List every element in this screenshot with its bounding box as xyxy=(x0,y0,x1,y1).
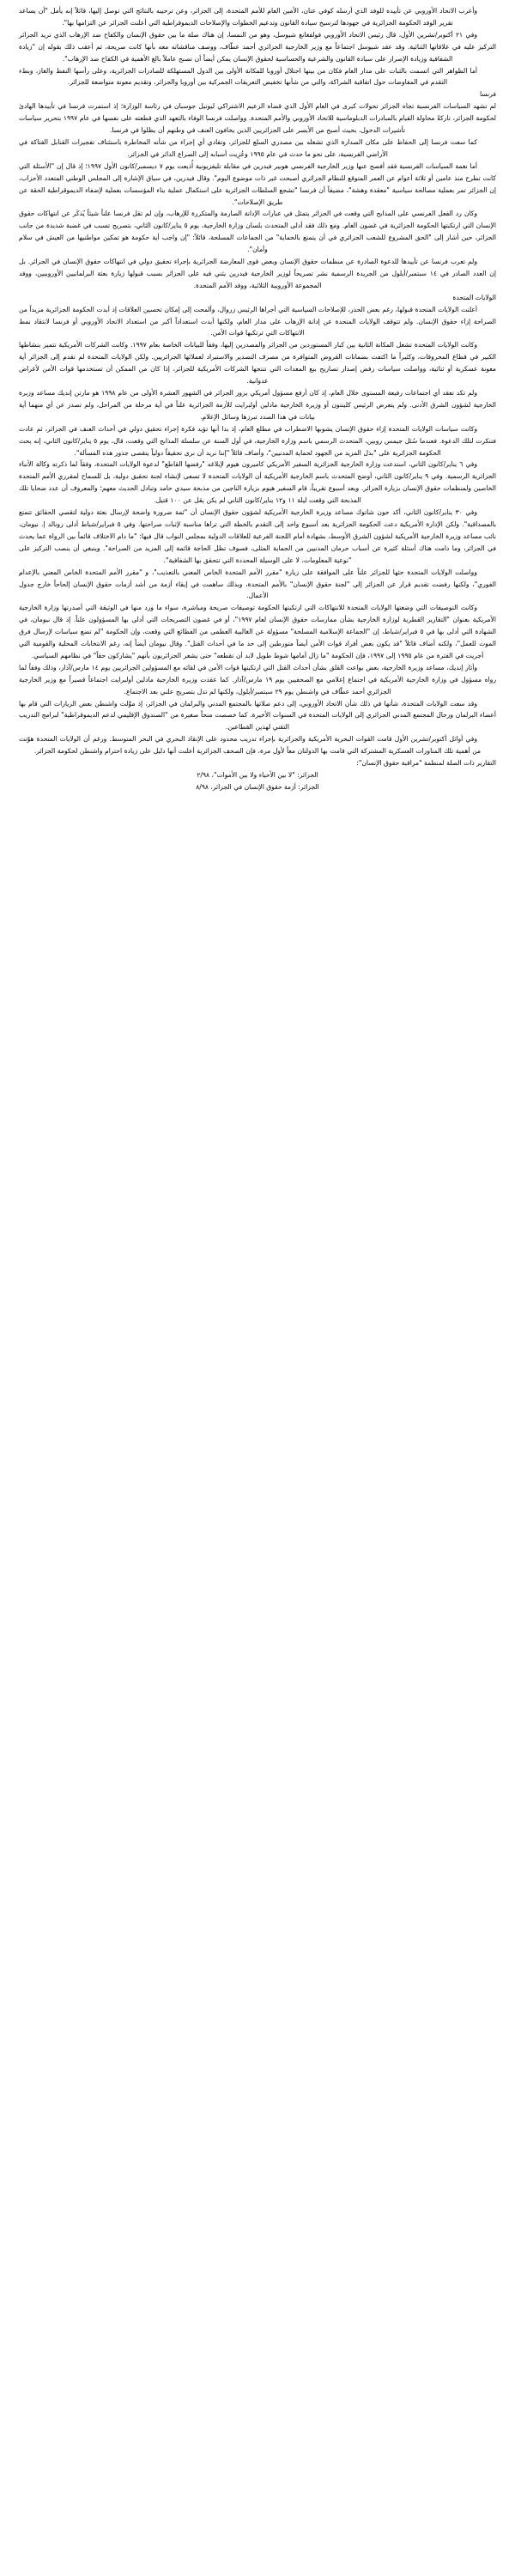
paragraph: وواصلت الولايات المتحدة حثها للجزائر علناً على الموافقة على زيارة "مقرر الأمم المتحدة الخاص المعني بالتعذيب"، و "مقرر الأمم المتحدة الخاص المعني بالإعدام الفوري"، ولكنها رفضت تقديم قرار عن الجزائر إلى "لجنة حقوق الإنسان" بالأمم المتحدة، وبذلك ساهمت في إبقاء أزمة من أشد أزمات حقوق الإنسان إلحاحاً خارج جدول الأعمال. xyxy=(19,568,496,600)
related-report-item: الجزائر: أزمة حقوق الإنسان في الجزائر، ٨/٩٨ xyxy=(196,782,319,791)
paragraph: وكانت الولايات المتحدة تشغل المكانة الثانية بين كبار المستوردين من الجزائر والمصدرين إليها، وفقاً للبيانات الخاصة بعام ١٩٩٧. وكانت الشركات الأمريكية تتميز بنشاطها الكبير في قطاع المحروقات، وكثيراً ما اكتفت بضمانات القروض المتوافرة من مصرف التصدير والاستيراد لعملائها الجزائريين. ولكن الولايات المتحدة لم تقدم إلى الجزائر أية معونة عسكرية أو ثنائية، وواصلت سياسات رفض إصدار تصاريح بيع المعدات التي تنتجها الشركات الأمريكية للجزائر، إذا كان من الممكن أن تستخدمها قوات الأمن لأغراض عدوانية. xyxy=(19,341,496,386)
paragraph: وكان رد الفعل الفرنسي على المذابح التي وقعت في الجزائر يتمثل في عبارات الإدانة الصارمة والمتكررة للإرهاب، وإن لم تقل فرنسا علناً شيئاً يُذكَر عن انتهاكات حقوق الإنسان التي ارتكبتها الحكومة الجزائرية في غضون العام. ومع ذلك فقد أدلى المتحدث بلسان وزارة الخارجية، يوم ٥ يناير/كانون الثاني، بتصريح تسبب في غضبة شديدة من جانب الجزائر، حين أشار إلى "الحق المشروع للشعب الجزائري في أن يتمتع بالحماية" من الجماعات المسلحة، قائلاً: "إن واجب أية حكومة هو تمكين مواطنيها من العيش في سلام وأمان". xyxy=(19,210,496,254)
paragraph: وفي ٢١ أكتوبر/تشرين الأول، قال رئيس الاتحاد الأوروبي فولفغانغ شيوسل، وهو من النمسا، إن هناك صلة ما بين حقوق الإنسان والكفاح ضد الإرهاب الذي تريد الجزائر التركيز عليه في علاقاتها الثنائية. وقد عقد شيوسل اجتماعاً مع وزير الخارجية الجزائري أحمد عطّاف، ووصف مناقشاته معه بأنها كانت صريحة، ثم أعقب ذلك بقوله إن "زيادة الشفافية وزيادة الإصرار على سيادة القانون والشرعية والحساسية لحقوق الإنسان يمكن أيضاً أن تصبح عاملاً بالغ الأهمية في الكفاح ضد الإرهاب". xyxy=(19,30,496,63)
section-heading-united-states: الولايات المتحدة xyxy=(452,293,496,301)
paragraph: أما الظواهر التي اتسمت بالثبات على مدار العام فكان من بينها احتلال أوروبا للمكانة الأولى بين الدول المستهلكة للصادرات الجزائرية، وعلى رأسها النفط والغاز، وبطء التقدم في المفاوضات حول اتفاقية الشراكة، والتي من شأنها تخفيض التعريفات الجمركية بين أوروبا والجزائر، وتقديم معونة متواضعة للجزائر. xyxy=(19,66,477,87)
paragraph: وكانت التوصيفات التي وضعتها الولايات المتحدة للانتهاكات التي ارتكبتها الحكومة توصيفات صريحة ومباشرة، سواء ما ورد منها في الوثيقة التي أصدرتها وزارة الخارجية الأمريكية بعنوان "التقارير القطرية لوزارة الخارجية بشأن ممارسات حقوق الإنسان لعام ١٩٩٧"، أو في غضون التصريحات التي أدلى بها المسؤولون علناً. إذ قال نيومان، في الشهادة التي أدلى بها في ٥ فبراير/شباط، إن "الجماعة الإسلامية المسلحة" مسؤولة عن الغالبية العظمى من الفظائع التي وقعت، وإن الحكومة "لم تضع سياسات لإرسال فرق الموت للعمل"، ولكنه أضاف قائلاً "قد يكون بعض أفراد قوات الأمن أيضاً متورطين إلى حد ما في أحداث القتل". وقال نيومان أيضاً إنه، رغم الانتخابات المحلية والقومية التي أجريت في الفترة من عام ١٩٩٥ إلى ١٩٩٧، فإن الحكومة "ما زال أمامها شوط طويل لابد أن تقطعه" حتى يشعر الجزائريون بأنهم "يشاركون حقاً" في نظامهم السياسي. xyxy=(19,604,496,659)
paragraph: لم تشهد السياسات الفرنسية تجاه الجزائر تحولات كبرى في العام الأول الذي قضاه الزعيم الاشتراكي ليونيل جوسبان في رئاسة الوزارة؛ إذ استمرت فرنسا في تأييدها الهادئ لحكومة الجزائر، تاركةً محاولة القيام بالمبادرات الدبلوماسية للاتحاد الأوروبي والأمم المتحدة. وواصلت فرنسا الوفاء بالتعهد الذي قطعته على نفسها في عام ١٩٩٧ بتحرير سياسات تأشيرات الدخول، بحيث أصبح من الأيسر على الجزائريين الذين يخافون العنف في وطنهم أن يظلوا في فرنسا. xyxy=(19,102,496,135)
related-reports-title: التقارير ذات الصلة لمنظمة "مراقبة حقوق الإنسان": xyxy=(356,759,496,768)
paragraph: وفي ٦ يناير/كانون الثاني، استدعت وزارة الخارجية الجزائرية السفير الأمريكي كاميرون هيوم لإبلاغه "رفضها القاطع" لدعوة الولايات المتحدة، وفقاً لما ذكرته وكالة الأنباء الجزائرية الرسمية. وفي ٩ يناير/كانون الثاني، أوضح المتحدث باسم الخارجية الأمريكية أن الولايات المتحدة لا تسعى لإنشاء لجنة تحقيق دولية، بل للسماح لمقرري الأمم المتحدة الخاصين ولمنظمات حقوق الإنسان بزيارة الجزائر. وبعد أسبوع تقريباً، قام السفير هيوم بزيارة الناجين من مذبحة سيدي حامد وتبادل الحديث معهم؛ والمعروف أن عدد ضحايا تلك المذبحة التي وقعت ليلة ١١ و١٢ يناير/كانون الثاني لم يكن يقل عن ١٠٠ قتيل. xyxy=(19,460,496,505)
paragraph: ولم تعرب فرنسا عن تأييدها للدعوة الصادرة عن منظمات حقوق الإنسان وبعض قوى المعارضة الجزائرية بإجراء تحقيق دولي في انتهاكات حقوق الإنسان في الجزائر. بل إن العدد الصادر في ١٤ سبتمبر/أيلول من الجريدة الرسمية نشر تصريحاً لوزير الخارجية فيدرين يثني فيه على الجزائر بسبب قبولها زيارة بعثة البرلمانيين الأوروبيين، ووفد المجموعة الأوروبية الثلاثية، ووفد الأمم المتحدة. xyxy=(19,258,496,289)
page-bottom-whitespace xyxy=(19,793,496,965)
paragraph: وأعرب الاتحاد الأوروبي عن تأييده للوفد الذي أرسله كوفي عنان، الأمين العام للأمم المتحدة، إلى الجزائر، وعن ترحيبه بالنتائج التي توصل إليها، قائلاً إنه يأمل "أن يساعد تقرير الوفد الحكومة الجزائرية في جهودها لترسيخ سيادة القانون وتدعيم الخطوات والإصلاحات الديموقراطية التي أعلنت الجزائر عن التزامها بها". xyxy=(19,7,477,27)
paragraph: وقد سعت الولايات المتحدة، شأنها في ذلك شأن الاتحاد الأوروبي، إلى دعم صلاتها بالمجتمع المدني والبرلمان في الجزائر، إذ موَّلت واشنطن بعض الزيارات التي قام بها أعضاء البرلمان ورجال المجتمع المدني الجزائري إلى الولايات المتحدة في السنوات الأخيرة. كما خصصت منحاً صغيرة من "الصندوق الإقليمي لدعم الديموقراطية" لبرامج التدريب التقني لهذين القطاعين. xyxy=(19,699,496,732)
document-body xyxy=(19,5,496,965)
section-heading-france: فرنسا xyxy=(479,90,496,99)
paragraph: كما سعت فرنسا إلى الحفاظ على مكان الصدارة الذي تشغله بين مصدري السلع للجزائر، وتفادي أي إجراء من شأنه المخاطرة باستئناف تفجيرات القنابل الفتاكة في الأراضي الفرنسية، على نحو ما حدث في عام ١٩٩٥ وعُزِيت أسبابه إلى الصراع الدائر في الجزائر. xyxy=(19,137,477,158)
paragraph: أعلنت الولايات المتحدة قبولها، رغم بعض الحذر، للإصلاحات السياسية التي أجراها الرئيس زروال، وألمحت إلى إمكان تحسين العلاقات إذ أبدت الحكومة الجزائرية مزيداً من الصراحة إزاء حقوق الإنسان. ولم تتوقف الولايات المتحدة عن إدانة الإرهاب على مدار العام، ولكنها أبدت استعداداً أكبر من استعداد الاتحاد الأوروبي أو فرنسا لانتقاد نمط الانتهاكات التي ترتكبها قوات الأمن. xyxy=(19,305,496,337)
paragraph: وفي ٣٠ يناير/كانون الثاني، أكد جون شاتوك مساعد وزيرة الخارجية الأمريكية لشؤون حقوق الإنسان أن "ثمة ضرورة واضحة لإرسال بعثة دولية لتقصي الحقائق تتمتع بالمصداقية". ولكن الإدارة الأمريكية دعت الحكومة الجزائرية بعد أسبوع واحد إلى التقدم بالخطة التي تراها مناسبة لإثبات صراحتها. وفي ٥ فبراير/شباط أدلى رونالد إ. نيومان، نائب مساعد وزيرة الخارجية الأمريكية لشؤون الشرق الأوسط، بشهادة أمام اللجنة الفرعية للعلاقات الدولية بمجلس النواب قال فيها: "ما دام الاختلاف قائماً بين الرواة عما يحدث في الجزائر، وما دامت هناك أسئلة كثيرة عن أسباب حرمان المدنيين من الحماية المثلى، فسوف تظل الحاجة قائمة إلى المزيد من الصراحة". وينبغي أن ينصب التركيز على "نوعية المعلومات، لا على الوسيلة المحددة التي تتحقق بها الشفافية". xyxy=(19,508,496,564)
related-report-item: الجزائر: "لا بين الأحياء ولا بين الأموات"، ٢/٩٨ xyxy=(197,771,318,779)
paragraph: ولم تكد تعقد أي اجتماعات رفيعة المستوى خلال العام، إذ كان أرفع مسؤول أمريكي يزور الجزائر في الشهور العشرة الأولى من عام ١٩٩٨ هو مارتن إنديك مساعد وزيرة الخارجية لشؤون الشرق الأدنى. ولم يتعرض الرئيس كلينتون أو وزيرة الخارجية مادلين أولبرايت للأزمة الجزائرية علناً في أية مرحلة من المراحل، ولم تصدر عن أي منهما أية بيانات في هذا الصدد تبرزها وسائل الإعلام. xyxy=(19,389,496,421)
paragraph: وأثار إنديك، مساعد وزيرة الخارجية، بعض بواعث القلق بشأن أحداث القتل التي ارتكبتها قوات الأمن في لقائه مع المسؤولين الجزائريين يوم ١٤ مارس/آذار، وذلك وفقاً لما رواه مسؤول في وزارة الخارجية الأمريكية في اجتماع إعلامي مع الصحفيين يوم ١٩ مارس/آذار. كما عقدت وزيرة الخارجية مادلين أولبرايت اجتماعاً قصيراً مع وزير الخارجية الجزائري أحمد عطّاف في واشنطن يوم ٢٩ سبتمبر/أيلول، ولكنها لم تدل بتصريح علني بعد الاجتماع. xyxy=(19,663,496,696)
paragraph: وكانت سياسات الولايات المتحدة إزاء حقوق الإنسان يشوبها الاضطراب في مطلع العام، إذ بدا أنها تؤيد فكرة إجراء تحقيق دولي في أحداث العنف في الجزائر، ثم عادت فتنكرت لتلك الدعوة. فعندما سُئل جيمس روبين، المتحدث الرسمي باسم وزارة الخارجية، في أول السنة عن سلسلة المذابح التي وقعت، قال، يوم ٥ يناير/كانون الثاني، إنه يحث الحكومة الجزائرية على "بذل المزيد من الجهود لحماية المدنيين"، وأضاف قائلاً "إننا نريد أن نرى تحقيقاً دولياً يتقصى جذور هذه المسألة". xyxy=(19,424,497,457)
paragraph: وفي أوائل أكتوبر/تشرين الأول قامت القوات البحرية الأمريكية والجزائرية بإجراء تدريب محدود على الإنقاذ البحري في البحر المتوسط. ورغم أن الولايات المتحدة هوّنت من أهمية تلك المناورات العسكرية المشتركة التي قامت بها الدولتان معاً لأول مرة، فإن الصحف الجزائرية أعلنت أنها دليل على زيادة احترام واشنطن لحكومة الجزائر. xyxy=(19,735,482,756)
paragraph: أما نغمة السياسات الفرنسية فقد أفصح عنها وزير الخارجية الفرنسي هوبير فيدرين في مقابلة تليفزيونية أُذيعت يوم ٧ ديسمبر/كانون الأول ١٩٩٧؛ إذ قال إن "الأسئلة التي كانت تطرح منذ عامين أو ثلاثة أعوام عن العمر المتوقع للنظام الجزائري أصبحت غير ذات موضوع اليوم". وقال فيدرين، في سياق الإشارة إلى المجلس الوطني المتعدد الأحزاب، إن الجزائر تمر بعملية مصالحة سياسية "معقدة وهشة"، مضيفاً أن فرنسا "تشجع السلطات الجزائرية على استكمال عملية بناء المؤسسات بعملية لإضفاء الديموقراطية الحقة عن طريق الإصلاحات". xyxy=(19,161,496,206)
